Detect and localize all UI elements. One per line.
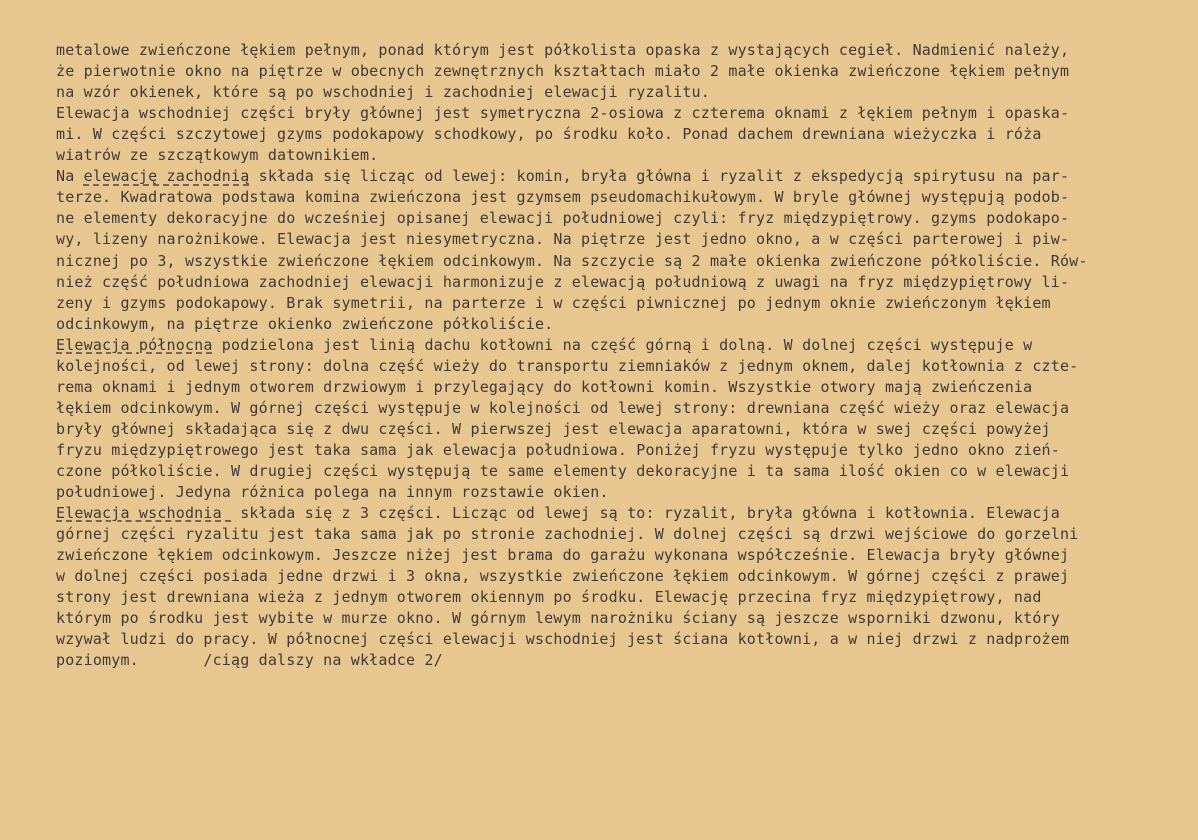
text-run: fryzu międzypiętrowego jest taka sama jak elewacja południowa. Poniżej fryzu występuje tylko jedno okno zień-	[56, 440, 1060, 459]
text-line	[56, 629, 1069, 649]
text-run: składa się licząc od lewej: komin, bryła główna i ryzalit z ekspedycją spirytusu na par-	[249, 167, 1070, 186]
text-run: rema oknami i jednym otworem drzwiowym i przylegający do kotłowni komin. Wszystkie otwory mają zwieńczenia	[56, 377, 1033, 396]
text-line	[56, 208, 1069, 228]
text-run: metalowe zwieńczone łękiem pełnym, ponad którym jest półkolista opaska z wystających cegieł. Nadmienić należy,	[56, 41, 1070, 59]
text-run: górnej części ryzalitu jest taka sama jak po stronie zachodniej. W dolnej części są drzwi wejściowe do gorzelni	[56, 525, 1079, 544]
text-line	[56, 145, 378, 165]
text-line	[56, 545, 1069, 565]
text-run: na wzór okienek, które są po wschodniej i zachodniej elewacji ryzalitu.	[56, 83, 710, 102]
text-run: wy, lizeny narożnikowe. Elewacja jest niesymetryczna. Na piętrze jest jedno okno, a w części parterowej i piw-	[56, 230, 1070, 249]
text-run: nież część południowa zachodniej elewacji harmonizuje z elewacją południową z uwagi na fryz międzypiętrowy li-	[56, 272, 1070, 291]
text-run: zeny i gzyms podokapowy. Brak symetrii, na parterze i w części piwnicznej po jednym oknie zwieńczonym łękiem	[56, 293, 1051, 312]
text-line	[56, 608, 1060, 628]
text-line	[56, 650, 443, 670]
text-line	[56, 166, 1069, 186]
underlined-heading: elewację zachodnią	[83, 167, 250, 186]
underlined-heading: Elewacja wschodnia	[56, 504, 232, 523]
text-run: ne elementy dekoracyjne do wcześniej opisanej elewacji południowej czyli: fryz międzypiętrowy. gzyms podokapo-	[56, 209, 1070, 228]
text-run: Elewacja wschodniej części bryły głównej jest symetryczna 2-osiowa z czterema oknami z łękiem pełnym i opaska-	[56, 104, 1070, 123]
text-line	[56, 398, 1069, 418]
text-run: strony jest drewniana wieża z jednym otworem okiennym po środku. Elewację przecina fryz międzypiętrowy, nad	[56, 588, 1042, 607]
text-run: mi. W części szczytowej gzyms podokapowy schodkowy, po środku koło. Ponad dachem drewniana wieżyczka i róża	[56, 125, 1042, 144]
text-run: czone półkoliście. W drugiej części występują te same elementy dekoracyjne i ta sama ilość okien co w elewacji	[56, 462, 1070, 480]
text-run: terze. Kwadratowa podstawa komina zwieńczona jest gzymsem pseudomachikułowym. W bryle głównej występują podob-	[56, 188, 1070, 207]
text-run: południowej. Jedyna różnica polega na innym rozstawie okien.	[56, 483, 609, 502]
text-line	[56, 103, 1069, 123]
text-line	[56, 566, 1069, 586]
text-line	[56, 272, 1069, 292]
text-run: wzywał ludzi do pracy. W północnej części elewacji wschodniej jest ściana kotłowni, a w niej drzwi z nadprożem	[56, 630, 1070, 649]
text-line	[56, 335, 1032, 355]
text-run: odcinkowym, na piętrze okienko zwieńczone półkoliście.	[56, 314, 554, 333]
text-line	[56, 251, 1088, 271]
text-line	[56, 187, 1069, 207]
text-line	[56, 440, 1060, 460]
text-line	[56, 82, 710, 102]
text-line	[56, 524, 1078, 544]
text-line	[56, 461, 1069, 481]
text-run: którym po środku jest wybite w murze okno. W górnym lewym narożniku ściany są jeszcze wsporniki dzwonu, który	[56, 609, 1060, 628]
text-line	[56, 503, 1060, 523]
text-line	[56, 229, 1069, 249]
text-run: że pierwotnie okno na piętrze w obecnych zewnętrznych kształtach miało 2 małe okienka zwieńczone łękiem pełnym	[56, 62, 1070, 81]
text-line	[56, 482, 609, 502]
text-line	[56, 40, 1069, 60]
text-line	[56, 419, 1051, 439]
underlined-heading: Elewacja północna	[56, 335, 213, 354]
text-run: kolejności, od lewej strony: dolna część wieży do transportu ziemniaków z jednym oknem, dalej kotłownia z czte-	[56, 356, 1079, 375]
text-line	[56, 377, 1032, 397]
text-line	[56, 124, 1042, 144]
text-run: łękiem odcinkowym. W górnej części występuje w kolejności od lewej strony: drewniana część wieży oraz elewacja	[56, 398, 1070, 417]
text-line	[56, 587, 1042, 607]
text-run: wiatrów ze szczątkowym datownikiem.	[56, 146, 379, 165]
text-run: składa się z 3 części. Licząc od lewej są to: ryzalit, bryła główna i kotłownia. Elewacja	[231, 504, 1060, 523]
text-line	[56, 356, 1078, 376]
text-line	[56, 314, 553, 334]
text-run: w dolnej części posiada jedne drzwi i 3 okna, wszystkie zwieńczone łękiem odcinkowym. W górnej części z prawej	[56, 567, 1070, 586]
text-run: podzielona jest linią dachu kotłowni na część górną i dolną. W dolnej części występuje w	[212, 335, 1033, 354]
text-run: poziomym. /ciąg dalszy na wkładce 2/	[56, 651, 443, 670]
text-line	[56, 61, 1069, 81]
text-line	[56, 293, 1051, 313]
text-run: bryły głównej składająca się z dwu części. W pierwszej jest elewacja aparatowni, która w swej części powyżej	[56, 419, 1051, 438]
text-run: nicznej po 3, wszystkie zwieńczone łękiem odcinkowym. Na szczycie są 2 małe okienka zwieńczone półkoliście. Rów-	[56, 251, 1088, 270]
text-run: Na	[56, 167, 84, 186]
text-run: zwieńczone łękiem odcinkowym. Jeszcze niżej jest brama do garażu wykonana współcześnie. Elewacja bryły głównej	[56, 546, 1070, 565]
